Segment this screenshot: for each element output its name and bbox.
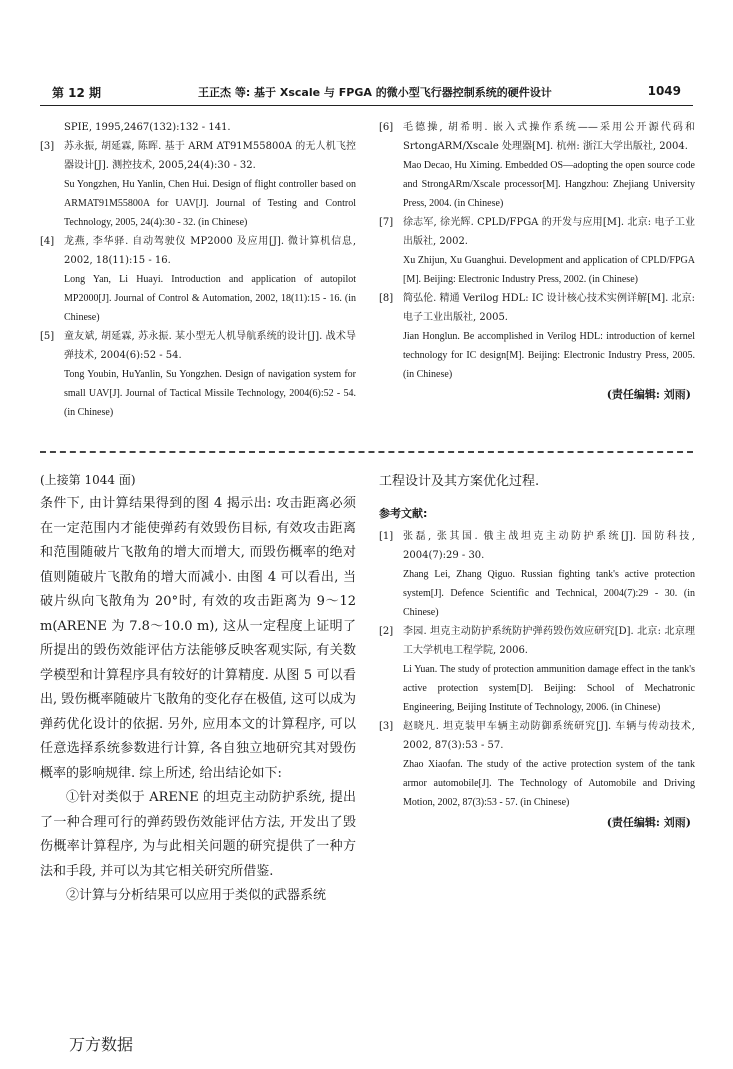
article-divider [40, 451, 693, 453]
reference-item [379, 118, 695, 213]
reference-number: [8] [379, 293, 394, 304]
reference-continuation: SPIE, 1995,2467(132):132 - 141. [64, 122, 231, 133]
references-top-left [40, 118, 356, 422]
reference-english: Xu Zhijun, Xu Guanghui. Development and application of CPLD/FPGA [M]. Beijing: Electronic Industry Press, 2002. (in Chinese) [403, 255, 695, 285]
reference-item [40, 327, 356, 422]
reference-english: Jian Honglun. Be accomplished in Verilog HDL: introduction of kernel technology for IC design[M]. Beijing: Electronic Industry Press, 2005. (in Chinese) [403, 331, 695, 380]
reference-number: [3] [379, 720, 394, 732]
reference-english: Li Yuan. The study of protection ammunition damage effect in the tank's active protection system[D]. Beijing: School of Mechatronic Engineering, Beijing Institute of Technology, 2006. (in Chinese) [403, 663, 695, 713]
reference-english: Tong Youbin, HuYanlin, Su Yongzhen. Design of navigation system for small UAV[J]. Journal of Tactical Missile Technology, 2004(6):52 - 54. (in Chinese) [64, 369, 356, 418]
reference-chinese: 苏永振, 胡延霖, 陈晖. 基于 ARM AT91M55800A 的无人机飞控器设计[J]. 测控技术, 2005,24(4):30 - 32. [64, 141, 356, 171]
wanfang-watermark: 万方数据 [69, 1035, 134, 1054]
reference-number: [2] [379, 625, 394, 637]
reference-number: [6] [379, 122, 394, 133]
reference-chinese: 赵晓凡. 坦克装甲车辆主动防御系统研究[J]. 车辆与传动技术, 2002, 87(3):53 - 57. [403, 720, 695, 751]
responsible-editor: (责任编辑: 刘雨) [606, 815, 691, 829]
conclusion-item: ②计算与分析结果可以应用于类似的武器系统 [66, 888, 327, 903]
reference-english: Zhao Xiaofan. The study of the active protection system of the tank armor automobile[J]. The Technology of Automobile and Driving Motion, 2002, 87(3):53 - 57. (in Chinese) [403, 758, 695, 808]
reference-english: Mao Decao, Hu Ximing. Embedded OS—adopting the open source code and StrongARm/Xscale processor[M]. Hangzhou: Zhejiang University Press, 2004. (in Chinese) [403, 160, 695, 209]
reference-chinese: 徐志军, 徐光辉. CPLD/FPGA 的开发与应用[M]. 北京: 电子工业出版社, 2002. [403, 217, 695, 247]
reference-item [379, 289, 695, 384]
reference-item [40, 137, 356, 232]
reference-chinese: 简弘伦. 精通 Verilog HDL: IC 设计核心技术实例详解[M]. 北京: 电子工业出版社, 2005. [403, 293, 695, 323]
running-header [40, 84, 693, 104]
reference-chinese: 童友斌, 胡延霖, 苏永振. 某小型无人机导航系统的设计[J]. 战术导弹技术, 2004(6):52 - 54. [64, 331, 356, 361]
article-body-right [379, 470, 695, 834]
reference-item [379, 717, 695, 812]
reference-number: [3] [40, 141, 55, 152]
continued-from-note: (上接第 1044 面) [40, 473, 136, 487]
references-heading: 参考文献: [379, 506, 428, 520]
reference-item [40, 232, 356, 327]
reference-item [379, 213, 695, 289]
reference-english: Zhang Lei, Zhang Qiguo. Russian fighting tank's active protection system[J]. Defence Scientific and Technical, 2004(7):29 - 30. (in Chinese) [403, 568, 695, 618]
conclusion-item: ①针对类似于 ARENE 的坦克主动防护系统, 提出了一种合理可行的弹药毁伤效能评估方法, 开发出了毁伤概率计算程序, 为与此相关问题的研究提供了一种方法和手段, 并可以为其它相关研究所借鉴. [40, 790, 356, 879]
reference-chinese: 张磊, 张其国. 俄主战坦克主动防护系统[J]. 国防科技, 2004(7):29 - 30. [403, 530, 695, 561]
references-top-right [379, 118, 695, 406]
reference-number: [1] [379, 530, 394, 542]
reference-number: [7] [379, 217, 394, 228]
page-number: 1049 [647, 84, 681, 98]
reference-number: [5] [40, 331, 55, 342]
running-title: 王正杰 等: 基于 Xscale 与 FPGA 的微小型飞行器控制系统的硬件设计 [198, 86, 552, 99]
article-body-left [40, 470, 356, 909]
issue-number: 第 12 期 [52, 86, 102, 100]
reference-number: [4] [40, 236, 55, 247]
responsible-editor: (责任编辑: 刘雨) [606, 388, 691, 401]
reference-chinese: 毛德操, 胡希明. 嵌入式操作系统——采用公开源代码和 SrtongARM/Xscale 处理器[M]. 杭州: 浙江大学出版社, 2004. [403, 122, 695, 152]
reference-english: Su Yongzhen, Hu Yanlin, Chen Hui. Design of flight controller based on ARMAT91M55800A for UAV[J]. Journal of Testing and Control Technology, 2005, 24(4):30 - 32. (in Chinese) [64, 179, 356, 228]
reference-item [379, 527, 695, 622]
reference-english: Long Yan, Li Huayi. Introduction and application of autopilot MP2000[J]. Journal of Control & Automation, 2002, 18(11):15 - 16. (in Chinese) [64, 274, 356, 323]
body-paragraph: 工程设计及其方案优化过程. [379, 474, 540, 489]
reference-chinese: 龙燕, 李华驿. 自动驾驶仪 MP2000 及应用[J]. 微计算机信息, 2002, 18(11):15 - 16. [64, 236, 356, 266]
body-paragraph: 条件下, 由计算结果得到的图 4 揭示出: 攻击距离必须在一定范围内才能使弹药有效毁伤目标, 有效攻击距离和范围随破片飞散角的增大而增大, 而毁伤概率的绝对值则随破片飞散角的增大而减小. 由图 4 可以看出, 当破片纵向飞散角为 20°时, 有效的攻击距离为 9～12 m(ARENE 为 7.8～10.0 m), 这从一定程度上证明了所提出的毁伤效能评估方法能够反映客观实际, 有关数学模型和计算程序具有较好的计算精度. 从图 5 可以看出, 毁伤概率随破片飞散角的变化存在极值, 这可以成为弹药优化设计的依据. 另外, 应用本文的计算程序, 可以任意选择系统参数进行计算, 各自独立地研究其对毁伤概率的影响规律. 综上所述, 给出结论如下: [40, 496, 356, 781]
header-rule [40, 105, 693, 106]
reference-chinese: 李园. 坦克主动防护系统防护弹药毁伤效应研究[D]. 北京: 北京理工大学机电工程学院, 2006. [403, 625, 695, 656]
reference-item [379, 622, 695, 717]
